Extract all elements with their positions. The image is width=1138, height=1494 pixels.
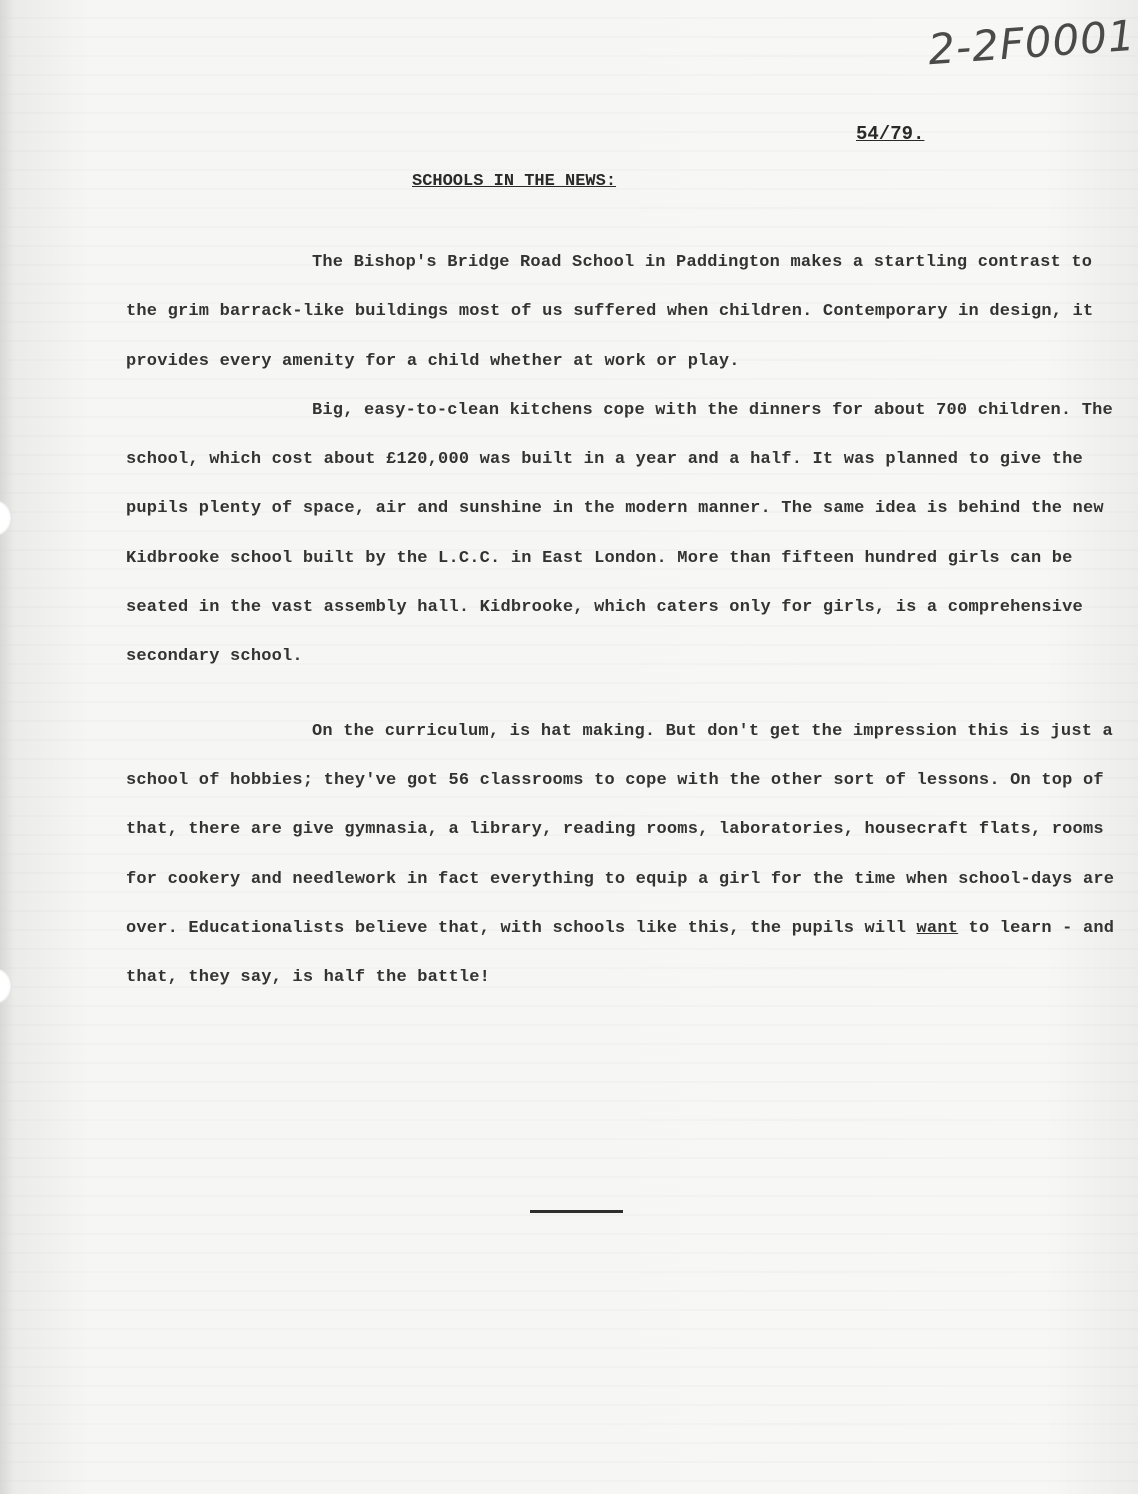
paragraph-3-ending: to learn - and that, they say, is half the battle! <box>126 918 1115 988</box>
handwritten-archive-reference: 2-2F0001 <box>926 10 1138 75</box>
document-title: SCHOOLS IN THE NEWS: <box>412 172 617 191</box>
scan-edge-shadow <box>0 0 14 1494</box>
document-number: 54/79. <box>856 123 925 145</box>
paragraph-3-text: On the curriculum, is hat making. But don't get the impression this is just a school of hobbies; they've got 56 classrooms to cope with the other sort of lessons. On top of that, there are give gymnasia, a library, reading rooms, laboratories, housecraft flats, rooms for cookery and needlework in fact everything to equip a girl for the time when school-days are over. Educationalists believe that, with schools like this, the pupils will <box>126 721 1115 938</box>
paragraph-1: The Bishop's Bridge Road School in Paddington makes a startling contrast to the grim barrack-like buildings most of us suffered when children. Contemporary in design, it provides every amenity for a child whether at work or play. <box>126 253 1094 371</box>
document-body <box>126 238 1116 1002</box>
end-of-text-rule <box>530 1210 623 1213</box>
underlined-word: want <box>916 918 959 938</box>
paragraph-2: Big, easy-to-clean kitchens cope with the dinners for about 700 children. The school, which cost about £120,000 was built in a year and a half. It was planned to give the pupils plenty of space, air and sunshine in the modern manner. The same idea is behind the new Kidbrooke school built by the L.C.C. in East London. More than fifteen hundred girls can be seated in the vast assembly hall. Kidbrooke, which caters only for girls, is a comprehensive secondary school. <box>126 400 1113 667</box>
paragraph-3 <box>126 707 1116 1003</box>
